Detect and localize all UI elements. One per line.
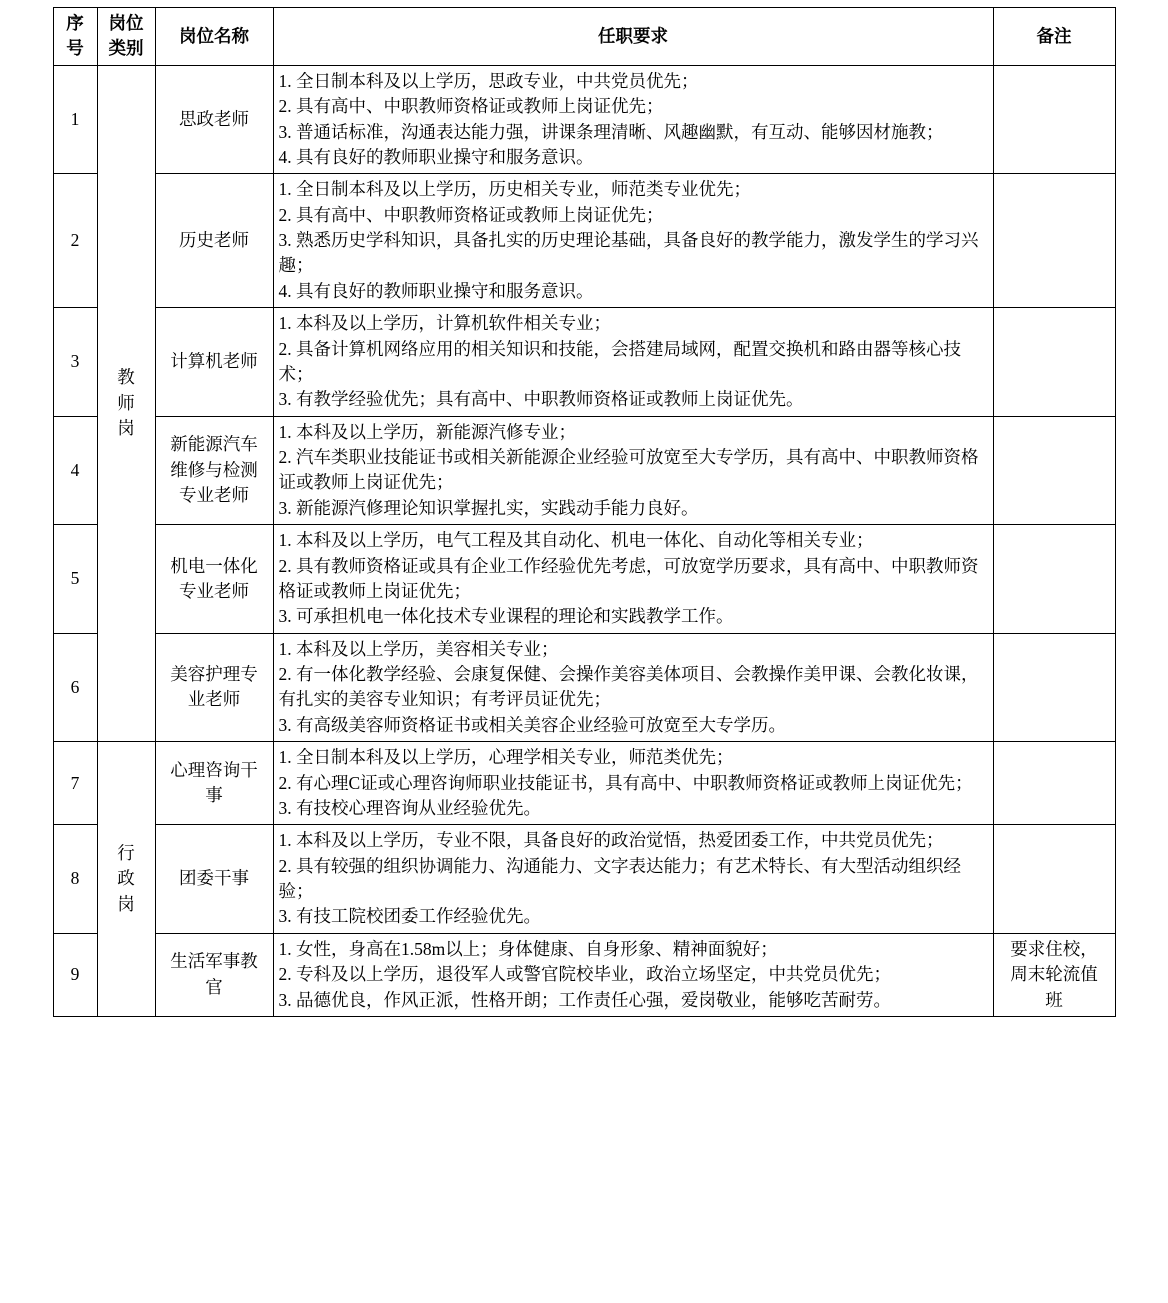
position-requirements (273, 65, 993, 174)
table-row (53, 416, 1115, 525)
requirement-line: 1. 全日制本科及以上学历，思政专业，中共党员优先； (278, 70, 699, 91)
remark-line: 班 (1045, 989, 1063, 1010)
table-row (53, 742, 1115, 825)
row-no: 8 (53, 825, 97, 934)
row-remark (993, 633, 1115, 742)
position-requirements (273, 825, 993, 934)
header-position-name: 岗位名称 (155, 8, 273, 66)
position-name-line: 美容护理专 (170, 664, 258, 684)
header-no: 序号 (53, 8, 97, 66)
position-requirements (273, 174, 993, 308)
position-name-line: 新能源汽车 (170, 434, 258, 455)
table-header-row (53, 8, 1115, 66)
position-name: 团委干事 (155, 825, 273, 934)
position-requirements (273, 742, 993, 825)
row-remark (993, 174, 1115, 308)
position-name (155, 633, 273, 742)
requirement-line: 2. 具有教师资格证或具有企业工作经验优先考虑，可放宽学历要求，具有高中、中职教师资格证或教师上岗证优先； (278, 555, 979, 601)
row-no: 2 (53, 174, 97, 308)
requirement-line: 2. 专科及以上学历，退役军人或警官院校毕业，政治立场坚定，中共党员优先； (278, 964, 891, 985)
position-name (155, 416, 273, 525)
requirement-line: 1. 本科及以上学历，美容相关专业； (278, 638, 559, 659)
header-remark: 备注 (993, 8, 1115, 66)
requirement-line: 3. 有技校心理咨询从业经验优先。 (278, 797, 541, 818)
requirement-line: 1. 本科及以上学历，电气工程及其自动化、机电一体化、自动化等相关专业； (278, 530, 874, 551)
requirement-line: 1. 女性，身高在1.58m以上；身体健康、自身形象、精神面貌好； (278, 938, 778, 959)
table-row (53, 308, 1115, 417)
header-requirements: 任职要求 (273, 8, 993, 66)
job-requirements-table (53, 7, 1116, 1017)
requirement-line: 3. 可承担机电一体化技术专业课程的理论和实践教学工作。 (278, 606, 734, 627)
category-teaching-post (97, 65, 155, 741)
requirement-line: 1. 全日制本科及以上学历，历史相关专业，师范类专业优先； (278, 179, 751, 200)
row-remark (993, 416, 1115, 525)
row-remark (993, 65, 1115, 174)
requirement-line: 2. 具有高中、中职教师资格证或教师上岗证优先； (278, 96, 664, 117)
position-name-line: 专业老师 (179, 580, 249, 601)
requirement-line: 1. 本科及以上学历，新能源汽修专业； (278, 421, 576, 442)
row-no: 5 (53, 525, 97, 634)
requirement-line: 3. 新能源汽修理论知识掌握扎实，实践动手能力良好。 (278, 497, 699, 518)
category-line3: 岗 (117, 418, 135, 439)
category-line1: 行 (117, 842, 135, 863)
table-row (53, 633, 1115, 742)
position-name: 计算机老师 (155, 308, 273, 417)
position-name-line: 心理咨询干 (170, 759, 258, 780)
requirement-line: 3. 熟悉历史学科知识，具备扎实的历史理论基础，具备良好的教学能力，激发学生的学习兴趣； (278, 230, 979, 276)
position-name-line: 官 (205, 976, 223, 997)
requirement-line: 1. 全日制本科及以上学历，心理学相关专业，师范类优先； (278, 747, 734, 768)
requirement-line: 3. 有技工院校团委工作经验优先。 (278, 906, 541, 927)
position-requirements (273, 933, 993, 1016)
row-remark (993, 742, 1115, 825)
requirement-line: 3. 有高级美容师资格证书或相关美容企业经验可放宽至大专学历。 (278, 714, 786, 735)
table-row (53, 825, 1115, 934)
requirement-line: 2. 有心理C证或心理咨询师职业技能证书，具有高中、中职教师资格证或教师上岗证优先； (278, 772, 973, 793)
position-name-line: 生活军事教 (170, 951, 258, 972)
requirement-line: 2. 具有较强的组织协调能力、沟通能力、文字表达能力；有艺术特长、有大型活动组织经验； (278, 855, 961, 901)
row-remark (993, 825, 1115, 934)
position-requirements (273, 633, 993, 742)
row-remark (993, 308, 1115, 417)
row-no: 7 (53, 742, 97, 825)
row-remark (993, 933, 1115, 1016)
requirement-line: 1. 本科及以上学历，专业不限，具备良好的政治觉悟，热爱团委工作，中共党员优先； (278, 830, 944, 851)
row-no: 3 (53, 308, 97, 417)
position-name (155, 933, 273, 1016)
category-administrative-post (97, 742, 155, 1017)
table-row (53, 65, 1115, 174)
remark-line: 周末轮流值 (1010, 964, 1098, 985)
position-name (155, 525, 273, 634)
position-name-line: 事 (205, 785, 223, 806)
remark-line: 要求住校， (1010, 938, 1098, 959)
table-row (53, 933, 1115, 1016)
row-no: 4 (53, 416, 97, 525)
category-line3: 岗 (117, 893, 135, 914)
requirement-line: 3. 品德优良，作风正派，性格开朗；工作责任心强，爱岗敬业，能够吃苦耐劳。 (278, 989, 891, 1010)
row-no: 9 (53, 933, 97, 1016)
row-no: 6 (53, 633, 97, 742)
requirement-line: 2. 具备计算机网络应用的相关知识和技能，会搭建局域网，配置交换机和路由器等核心技术； (278, 338, 961, 384)
position-name: 历史老师 (155, 174, 273, 308)
requirement-line: 4. 具有良好的教师职业操守和服务意识。 (278, 146, 594, 167)
requirement-line: 4. 具有良好的教师职业操守和服务意识。 (278, 280, 594, 301)
requirement-line: 3. 有教学经验优先；具有高中、中职教师资格证或教师上岗证优先。 (278, 389, 804, 410)
table-row (53, 174, 1115, 308)
position-name-line: 机电一体化 (170, 555, 258, 576)
row-no: 1 (53, 65, 97, 174)
requirement-line: 2. 有一体化教学经验、会康复保健、会操作美容美体项目、会教操作美甲课、会教化妆课，有扎实的美容专业知识；有考评员证优先； (278, 664, 979, 710)
category-line2: 政 (117, 868, 135, 889)
position-name-line: 业老师 (187, 689, 241, 710)
header-category-line2: 类别 (108, 38, 144, 59)
position-name-line: 维修与检测 (170, 459, 258, 480)
position-requirements (273, 416, 993, 525)
header-category (97, 8, 155, 66)
requirement-line: 3. 普通话标准，沟通表达能力强，讲课条理清晰、风趣幽默，有互动、能够因材施教； (278, 121, 944, 142)
table-header (53, 8, 1115, 66)
category-line1: 教 (117, 367, 135, 388)
row-remark (993, 525, 1115, 634)
header-category-line1: 岗位 (108, 13, 144, 33)
position-name: 思政老师 (155, 65, 273, 174)
position-name-line: 专业老师 (179, 485, 249, 506)
position-requirements (273, 308, 993, 417)
requirement-line: 2. 汽车类职业技能证书或相关新能源企业经验可放宽至大专学历，具有高中、中职教师资格证或教师上岗证优先； (278, 447, 979, 493)
position-requirements (273, 525, 993, 634)
category-line2: 师 (117, 392, 135, 413)
position-name (155, 742, 273, 825)
table-row (53, 525, 1115, 634)
requirement-line: 1. 本科及以上学历，计算机软件相关专业； (278, 313, 611, 334)
table-body (53, 65, 1115, 1016)
requirement-line: 2. 具有高中、中职教师资格证或教师上岗证优先； (278, 204, 664, 225)
